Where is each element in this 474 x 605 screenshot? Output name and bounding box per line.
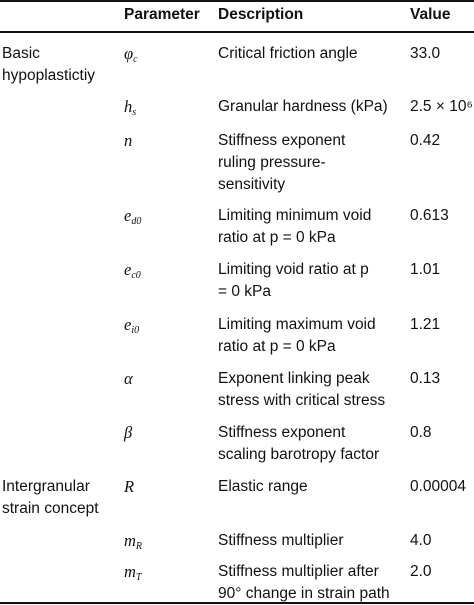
table-header-rule	[0, 31, 474, 33]
table-row-symbol: $m_R$	[124, 531, 143, 552]
table-top-rule	[0, 0, 474, 2]
table-row-description: Critical friction angle	[218, 45, 358, 62]
table-row-symbol: $\varphi_c$	[124, 44, 138, 65]
table-row-description: Stiffness multiplier after 90° change in strain path	[218, 563, 390, 602]
table-row-description: Stiffness multiplier	[218, 532, 344, 549]
header-description: Description	[218, 6, 304, 23]
table-row-description: Limiting minimum void ratio at p = 0 kPa	[218, 207, 372, 246]
table-row-symbol: R	[124, 477, 135, 496]
table-row-value: 2.0	[410, 563, 432, 580]
table-row-value: 33.0	[410, 45, 441, 62]
table-row-symbol: $e_{c0}$	[124, 260, 141, 281]
table-row-description: Exponent linking peak stress with critical stress	[218, 370, 386, 409]
group-label-basic-line1: Basic	[2, 45, 40, 62]
table-row-value: 0.42	[410, 132, 441, 149]
group-label-intergranular-line1: Intergranular	[2, 478, 90, 495]
table-row-description: Stiffness exponent ruling pressure- sensitivity	[218, 132, 346, 193]
table-row-symbol: β	[124, 423, 133, 442]
header-value: Value	[410, 6, 451, 23]
table-row-description: Elastic range	[218, 478, 308, 495]
table-row-description: Granular hardness (kPa)	[218, 98, 388, 115]
table-row-value: 1.21	[410, 316, 441, 333]
table-row-symbol: $e_{d0}$	[124, 206, 142, 227]
header-parameter: Parameter	[124, 6, 200, 23]
table-row-description: Limiting maximum void ratio at p = 0 kPa	[218, 316, 376, 355]
group-label-intergranular-line2: strain concept	[2, 500, 99, 517]
table-row-description: Stiffness exponent scaling barotropy factor	[218, 424, 380, 463]
table-row-symbol: $h_s$	[124, 97, 137, 118]
table-row-value: 0.00004	[410, 478, 467, 495]
table-row-value: 2.5 × 10⁶	[410, 98, 473, 115]
table-row-value: 4.0	[410, 532, 432, 549]
table-row-value: 0.8	[410, 424, 432, 441]
table-row-symbol: n	[124, 131, 133, 150]
table-row-value: 0.13	[410, 370, 441, 387]
group-label-basic-line2: hypoplastictiy	[2, 67, 96, 84]
table-row-description: Limiting void ratio at p = 0 kPa	[218, 261, 369, 300]
table-row-symbol: α	[124, 369, 133, 388]
table-row-symbol: $m_T$	[124, 562, 142, 583]
table-row-value: 1.01	[410, 261, 441, 278]
table-row-value: 0.613	[410, 207, 449, 224]
table-row-symbol: $e_{i0}$	[124, 315, 140, 336]
